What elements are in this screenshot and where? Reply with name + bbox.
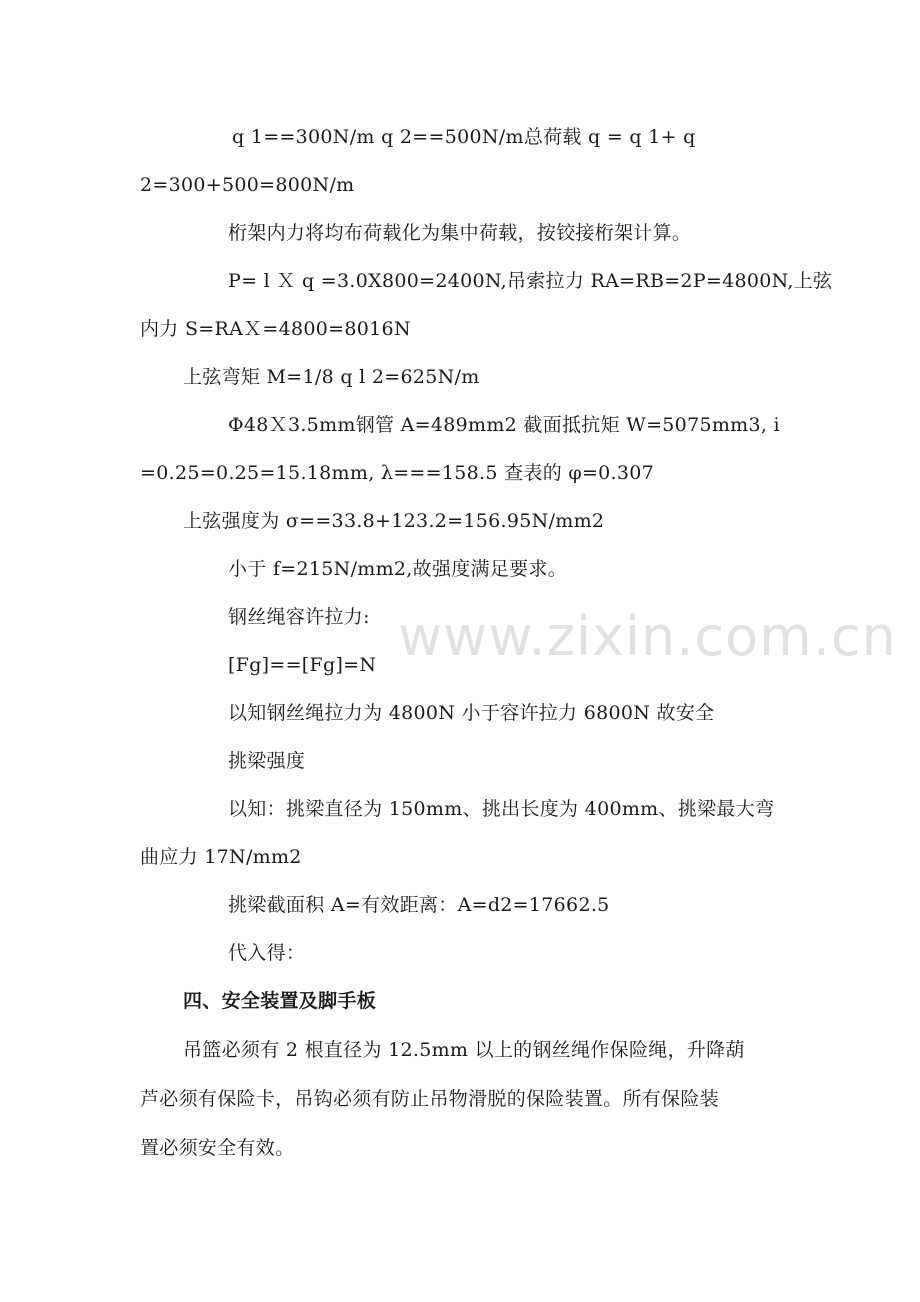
watermark: www.zixin.com.cn: [398, 605, 897, 668]
cantilever-strength-label: 挑梁强度: [228, 750, 306, 772]
section-heading-4: 四、安全装置及脚手板: [183, 990, 377, 1012]
strength-conclusion: 小于 f=215N/mm2,故强度满足要求。: [228, 558, 568, 580]
wire-rope-allowable-label: 钢丝绳容许拉力:: [228, 606, 370, 628]
formula-slenderness: =0.25=0.25=15.18mm, λ===158.5 查表的 φ=0.307: [140, 462, 655, 484]
formula-fg: [Fg]==[Fg]=N: [228, 654, 377, 676]
wire-rope-conclusion: 以知钢丝绳拉力为 4800N 小于容许拉力 6800N 故安全: [228, 702, 715, 724]
formula-steel-pipe: Φ48Ｘ3.5mm钢管 A=489mm2 截面抵抗矩 W=5075mm3, i: [228, 414, 780, 436]
cantilever-stress-line: 曲应力 17N/mm2: [140, 846, 302, 868]
formula-chord-strength: 上弦强度为 σ==33.8+123.2=156.95N/mm2: [183, 510, 605, 532]
paragraph-line-3: 置必须安全有效。: [140, 1137, 295, 1159]
cantilever-known-line: 以知：挑梁直径为 150mm、挑出长度为 400mm、挑梁最大弯: [228, 798, 775, 820]
paragraph-line-1: 吊篮必须有 2 根直径为 12.5mm 以上的钢丝绳作保险绳，升降葫: [183, 1039, 745, 1061]
paragraph-line-2: 芦必须有保险卡，吊钩必须有防止吊物滑脱的保险装置。所有保险装: [140, 1088, 720, 1110]
formula-p-line: P= l Ｘ q =3.0X800=2400N,吊索拉力 RA=RB=2P=4800N,上弦: [228, 270, 833, 292]
truss-method-text: 桁架内力将均布荷载化为集中荷载，按铰接桁架计算。: [228, 222, 692, 244]
formula-internal-force: 内力 S=RAＸ=4800=8016N: [140, 318, 411, 340]
cantilever-area-line: 挑梁截面积 A=有效距离：A=d2=17662.5: [228, 894, 610, 916]
formula-bending-moment: 上弦弯矩 M=1/8 q l 2=625N/m: [183, 366, 480, 388]
substitute-label: 代入得：: [228, 942, 306, 964]
formula-load-total: 2=300+500=800N/m: [140, 174, 355, 196]
formula-load-line: q 1==300N/m q 2==500N/m总荷载 q = q 1+ q: [232, 126, 696, 148]
